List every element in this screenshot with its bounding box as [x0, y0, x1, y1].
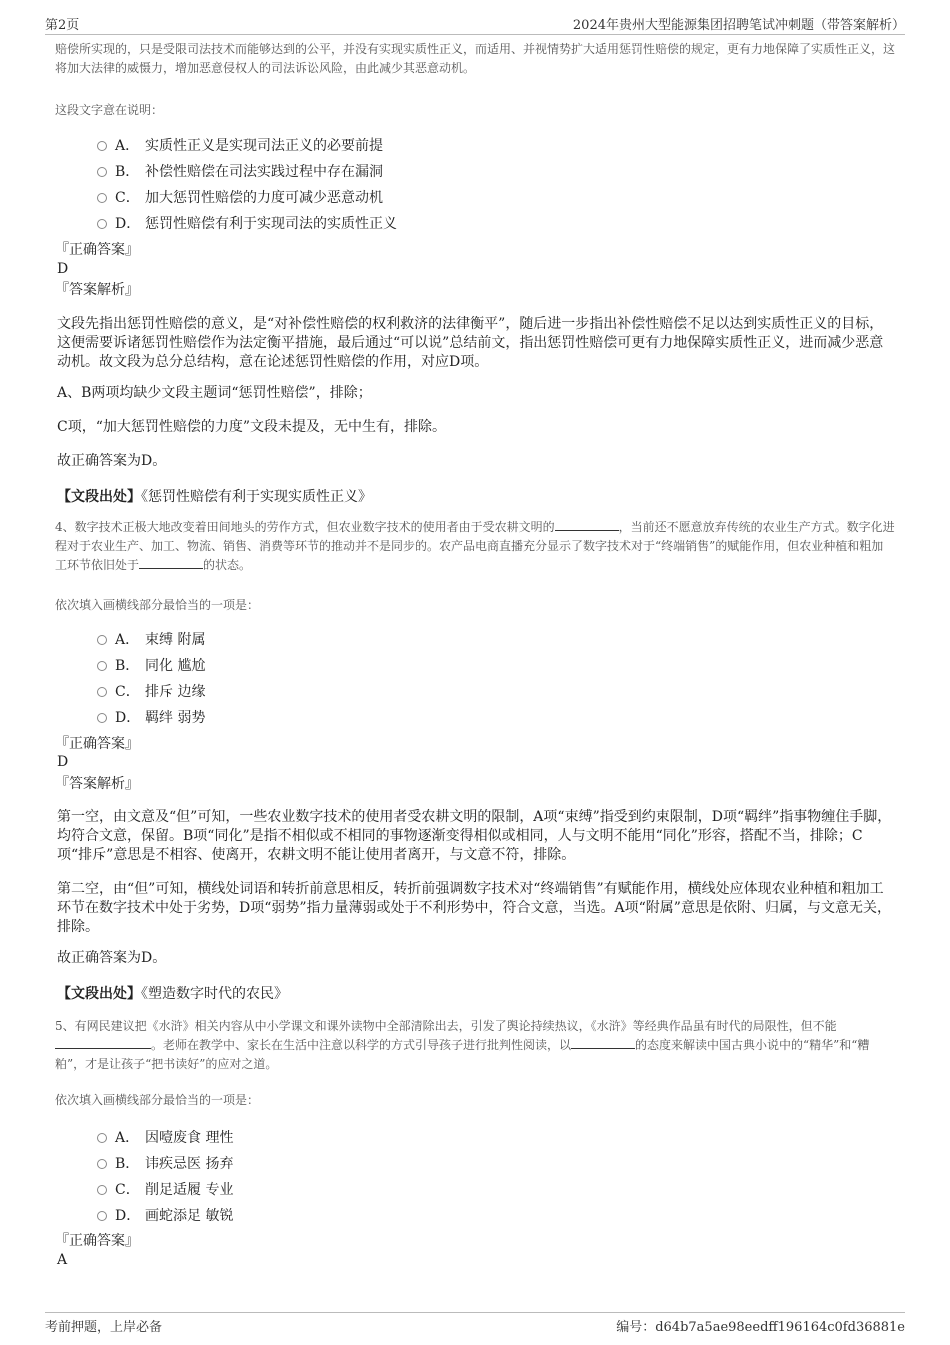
q5-option-a[interactable]: A． 因噎废食 理性 — [55, 1125, 895, 1151]
q4-answer-label: 『正确答案』 — [55, 736, 139, 752]
q5-prompt: 依次填入画横线部分最恰当的一项是： — [55, 1093, 260, 1107]
page-number: 第2页 — [45, 18, 80, 33]
radio-icon[interactable] — [97, 1159, 107, 1169]
q4-stem: 4、数字技术正极大地改变着田间地头的劳作方式，但农业数字技术的使用者由于受农耕文明的 ，当前还不愿意放弃传统的农业生产方式。数字化进程对于农业生产、加工、物流、销售、消费等环节的推动并不是同步的。农产品电商直播充分显示了数字技术对于“终端销售”的赋能作用，但农业种植和粗加工环节依旧处于 的状态。 — [55, 520, 895, 572]
blank-1 — [55, 1036, 151, 1049]
q4-analysis-p2: 第二空，由“但”可知，横线处词语和转折前意思相反，转折前强调数字技术对“终端销售”有赋能作用，横线处应体现农业种植和粗加工环节在数字技术中处于劣势，D项“弱势”指力量薄弱或处于不利形势中，符合文意，当选。A项“附属”意思是依附、归属，与文意无关，排除。 — [57, 881, 891, 935]
radio-icon[interactable] — [97, 1133, 107, 1143]
document-title: 2024年贵州大型能源集团招聘笔试冲刺题（带答案解析） — [572, 18, 905, 33]
q4-option-d[interactable]: D． 羁绊 弱势 — [55, 705, 895, 731]
q3-analysis-p1: 文段先指出惩罚性赔偿的意义，是“对补偿性赔偿的权利救济的法律衡平”，随后进一步指出补偿性赔偿不足以达到实质性正义的目标，这便需要诉诸惩罚性赔偿作为法定衡平措施，最后通过“可以说”总结前文，指出惩罚性赔偿可更有力地保障实质性正义，进而减少恶意动机。故文段为总分总结构，意在论述惩罚性赔偿的作用，对应D项。 — [57, 316, 884, 370]
radio-icon[interactable] — [97, 219, 107, 229]
radio-icon[interactable] — [97, 1211, 107, 1221]
q4-answer: D — [57, 754, 69, 770]
q3-analysis-p4: 故正确答案为D。 — [57, 453, 167, 469]
radio-icon[interactable] — [97, 687, 107, 697]
q5-stem: 5、有网民建议把《水浒》相关内容从中小学课文和课外读物中全部清除出去，引发了舆论持续热议，《水浒》等经典作品虽有时代的局限性，但不能。老师在教学中、家长在生活中注意以科学的方式引导孩子进行批判性阅读，以 的态度来解读中国古典小说中的“精华”和“糟粕”，才是让孩子“把书读好”的应对之道。 — [55, 1019, 870, 1071]
q3-option-c[interactable]: C． 加大惩罚性赔偿的力度可减少恶意动机 — [55, 185, 895, 211]
radio-icon[interactable] — [97, 193, 107, 203]
q3-passage: 赔偿所实现的，只是受限司法技术而能够达到的公平，并没有实现实质性正义，而适用、并视情势扩大适用惩罚性赔偿的规定，更有力地保障了实质性正义，这将加大法律的威慑力，增加恶意侵权人的司法诉讼风险，由此减少其恶意动机。 — [55, 42, 896, 75]
q3-analysis-p2: A、B两项均缺少文段主题词“惩罚性赔偿”，排除； — [57, 385, 372, 401]
radio-icon[interactable] — [97, 1185, 107, 1195]
q3-option-d[interactable]: D． 惩罚性赔偿有利于实现司法的实质性正义 — [55, 211, 895, 237]
radio-icon[interactable] — [97, 167, 107, 177]
q5-answer-label: 『正确答案』 — [55, 1233, 139, 1249]
q5-option-c[interactable]: C． 削足适履 专业 — [55, 1177, 895, 1203]
q4-options — [55, 627, 895, 731]
radio-icon[interactable] — [97, 661, 107, 671]
q4-option-b[interactable]: B． 同化 尴尬 — [55, 653, 895, 679]
q4-analysis-p1: 第一空，由文意及“但”可知，一些农业数字技术的使用者受农耕文明的限制，A项“束缚”指受到约束限制，D项“羁绊”指事物缠住手脚，均符合文意，保留。B项“同化”是指不相似或不相同的事物逐渐变得相似或相同，人与文明不能用“同化”形容，搭配不当，排除；C项“排斥”意思是不相容、使离开，农耕文明不能让使用者离开，与文意不符，排除。 — [57, 809, 892, 863]
blank-2 — [571, 1036, 635, 1049]
page-footer — [45, 1312, 905, 1335]
q3-prompt: 这段文字意在说明： — [55, 103, 164, 117]
document-id: 编号：d64b7a5ae98eedff196164c0fd36881e — [616, 1320, 905, 1335]
q3-answer: D — [57, 261, 69, 277]
q5-option-d[interactable]: D． 画蛇添足 敏锐 — [55, 1203, 895, 1229]
q3-analysis-p3: C项，“加大惩罚性赔偿的力度”文段未提及，无中生有，排除。 — [57, 419, 447, 435]
q4-option-c[interactable]: C． 排斥 边缘 — [55, 679, 895, 705]
q4-analysis-p3: 故正确答案为D。 — [57, 950, 167, 966]
q5-answer: A — [57, 1252, 68, 1268]
blank-1 — [555, 518, 619, 531]
q3-answer-label: 『正确答案』 — [55, 242, 139, 258]
q3-options — [55, 133, 895, 237]
q4-prompt: 依次填入画横线部分最恰当的一项是： — [55, 598, 260, 612]
q3-analysis-label: 『答案解析』 — [55, 282, 139, 298]
q3-option-b[interactable]: B． 补偿性赔偿在司法实践过程中存在漏洞 — [55, 159, 895, 185]
page-header — [45, 12, 905, 35]
blank-2 — [139, 556, 203, 569]
q4-option-a[interactable]: A． 束缚 附属 — [55, 627, 895, 653]
q4-source: 【文段出处】《塑造数字时代的农民》 — [57, 986, 288, 1002]
q5-option-b[interactable]: B． 讳疾忌医 扬弃 — [55, 1151, 895, 1177]
radio-icon[interactable] — [97, 141, 107, 151]
q3-option-a[interactable]: A． 实质性正义是实现司法正义的必要前提 — [55, 133, 895, 159]
radio-icon[interactable] — [97, 713, 107, 723]
q4-analysis-label: 『答案解析』 — [55, 776, 139, 792]
radio-icon[interactable] — [97, 635, 107, 645]
q5-options — [55, 1125, 895, 1229]
q3-source: 【文段出处】《惩罚性赔偿有利于实现实质性正义》 — [57, 489, 372, 505]
footer-slogan: 考前押题，上岸必备 — [45, 1320, 163, 1335]
